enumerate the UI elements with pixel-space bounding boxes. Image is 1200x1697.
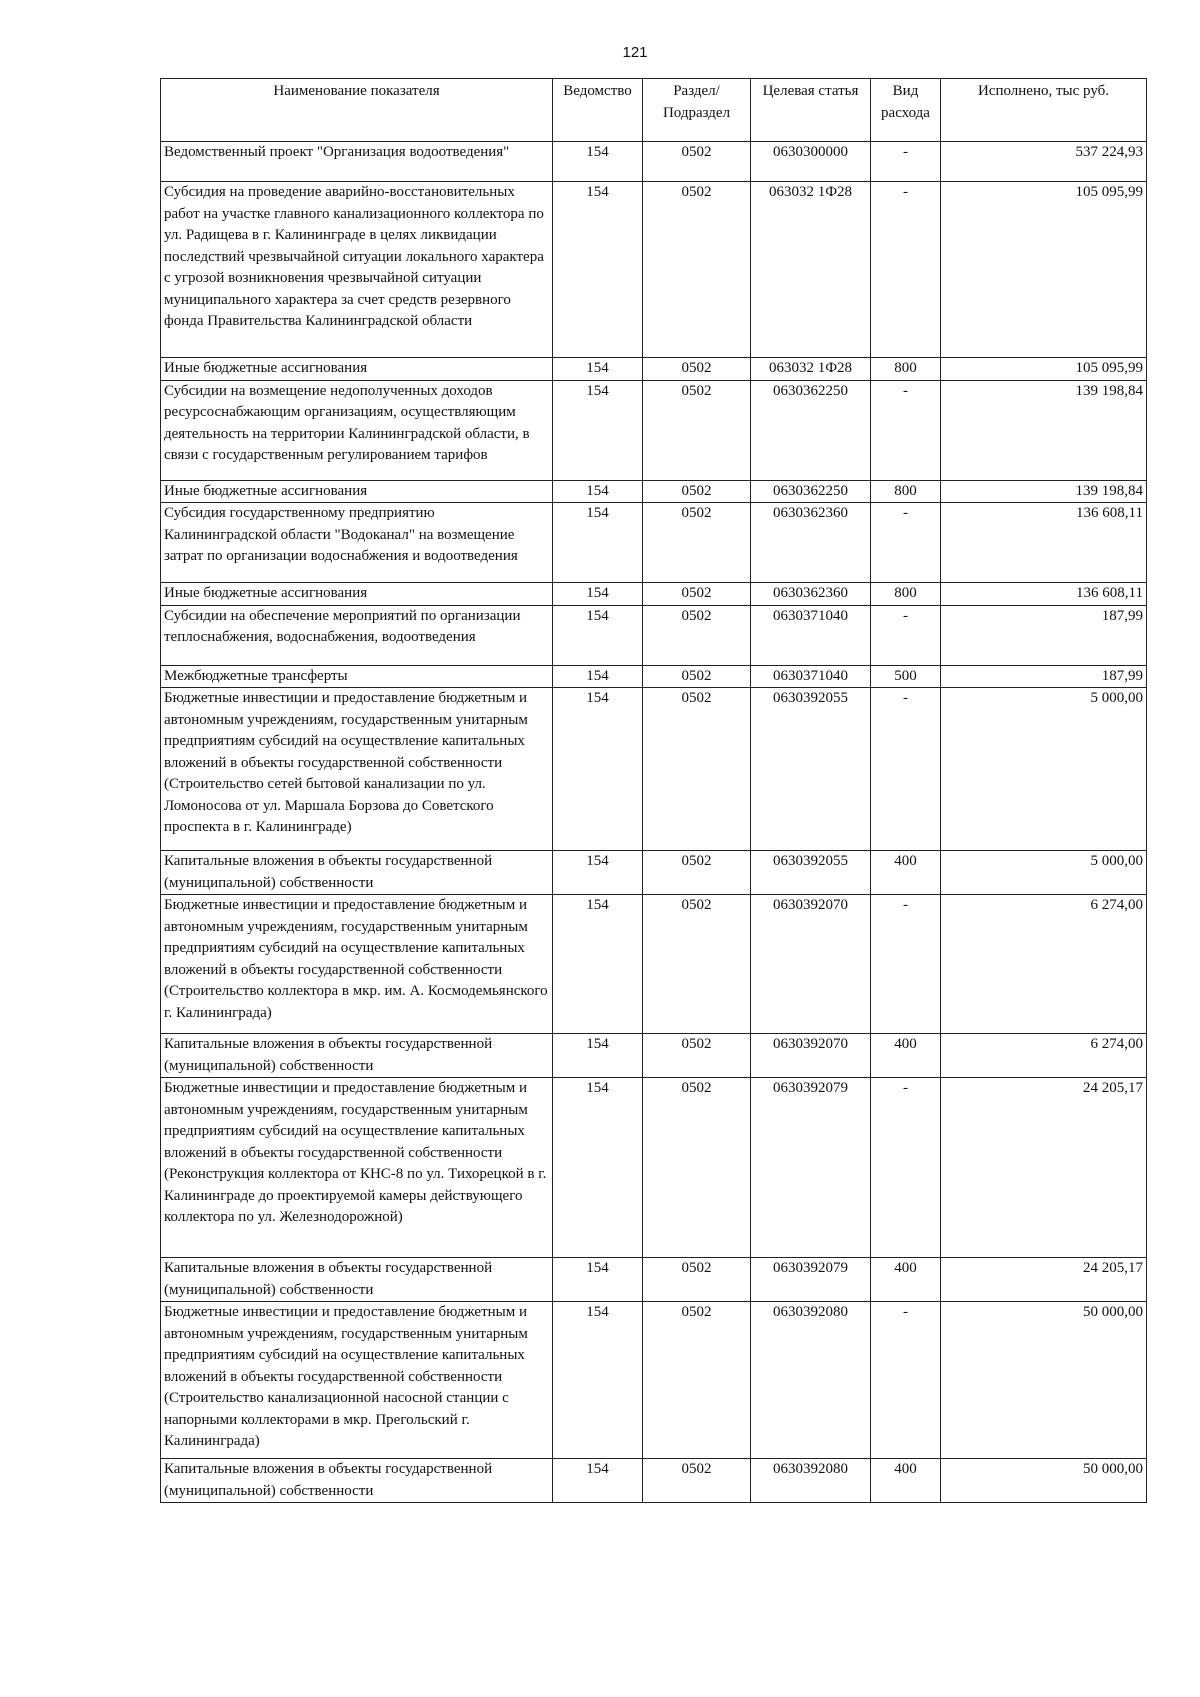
cell-expense-type: 800 (871, 480, 941, 503)
cell-indicator-name: Межбюджетные трансферты (161, 665, 553, 688)
page-number: 121 (622, 44, 648, 61)
header-department: Ведомство (553, 79, 643, 142)
table-row (161, 182, 1147, 358)
cell-executed-amount: 537 224,93 (941, 142, 1147, 182)
cell-expense-type: 400 (871, 851, 941, 895)
cell-department: 154 (553, 851, 643, 895)
cell-expense-type: - (871, 1078, 941, 1258)
cell-department: 154 (553, 1258, 643, 1302)
header-indicator-name: Наименование показателя (161, 79, 553, 142)
table-row (161, 358, 1147, 381)
cell-target-article: 0630371040 (751, 605, 871, 665)
cell-expense-type: 800 (871, 358, 941, 381)
cell-department: 154 (553, 182, 643, 358)
cell-indicator-name: Капитальные вложения в объекты государственной (муниципальной) собственности (161, 1258, 553, 1302)
cell-department: 154 (553, 380, 643, 480)
header-target-article: Целевая статья (751, 79, 871, 142)
cell-expense-type: - (871, 142, 941, 182)
cell-department: 154 (553, 1459, 643, 1503)
cell-executed-amount: 136 608,11 (941, 583, 1147, 606)
cell-target-article: 0630392070 (751, 1034, 871, 1078)
cell-expense-type: - (871, 503, 941, 583)
cell-target-article: 0630392079 (751, 1258, 871, 1302)
header-executed-amount: Исполнено, тыс руб. (941, 79, 1147, 142)
cell-department: 154 (553, 503, 643, 583)
table-row (161, 895, 1147, 1034)
table-row (161, 503, 1147, 583)
cell-indicator-name: Капитальные вложения в объекты государственной (муниципальной) собственности (161, 1459, 553, 1503)
cell-section: 0502 (643, 583, 751, 606)
cell-section: 0502 (643, 480, 751, 503)
cell-target-article: 0630362360 (751, 503, 871, 583)
cell-target-article: 0630362360 (751, 583, 871, 606)
cell-executed-amount: 139 198,84 (941, 480, 1147, 503)
cell-target-article: 0630392079 (751, 1078, 871, 1258)
cell-indicator-name: Бюджетные инвестиции и предоставление бюджетным и автономным учреждениям, государственным унитарным предприятиям субсидий на осуществление капитальных вложений в объекты государственной собственности (Строительство канализационной насосной станции с напорными коллекторами в мкр. Прегольский г. Калининграда) (161, 1302, 553, 1459)
cell-target-article: 0630362250 (751, 380, 871, 480)
cell-executed-amount: 187,99 (941, 605, 1147, 665)
budget-execution-table (160, 78, 1147, 1503)
cell-section: 0502 (643, 380, 751, 480)
cell-section: 0502 (643, 358, 751, 381)
cell-expense-type: - (871, 688, 941, 851)
cell-department: 154 (553, 583, 643, 606)
cell-department: 154 (553, 1078, 643, 1258)
cell-executed-amount: 5 000,00 (941, 688, 1147, 851)
cell-expense-type: 800 (871, 583, 941, 606)
table-row (161, 1078, 1147, 1258)
cell-indicator-name: Субсидии на обеспечение мероприятий по организации теплоснабжения, водоснабжения, водоотведения (161, 605, 553, 665)
cell-indicator-name: Иные бюджетные ассигнования (161, 358, 553, 381)
table-row (161, 583, 1147, 606)
cell-section: 0502 (643, 605, 751, 665)
cell-executed-amount: 50 000,00 (941, 1302, 1147, 1459)
cell-target-article: 063032 1Ф28 (751, 358, 871, 381)
cell-section: 0502 (643, 182, 751, 358)
cell-target-article: 0630392055 (751, 688, 871, 851)
cell-section: 0502 (643, 895, 751, 1034)
table-row (161, 1302, 1147, 1459)
cell-target-article: 063032 1Ф28 (751, 182, 871, 358)
cell-executed-amount: 6 274,00 (941, 1034, 1147, 1078)
cell-expense-type: 400 (871, 1258, 941, 1302)
table-row (161, 1258, 1147, 1302)
cell-department: 154 (553, 1302, 643, 1459)
cell-department: 154 (553, 480, 643, 503)
cell-target-article: 0630371040 (751, 665, 871, 688)
table-header-row (161, 79, 1147, 142)
cell-indicator-name: Бюджетные инвестиции и предоставление бюджетным и автономным учреждениям, государственным унитарным предприятиям субсидий на осуществление капитальных вложений в объекты государственной собственности (Строительство коллектора в мкр. им. А. Космодемьянского г. Калининграда) (161, 895, 553, 1034)
cell-executed-amount: 105 095,99 (941, 182, 1147, 358)
table-row (161, 665, 1147, 688)
cell-section: 0502 (643, 142, 751, 182)
cell-target-article: 0630300000 (751, 142, 871, 182)
cell-department: 154 (553, 688, 643, 851)
table-row (161, 380, 1147, 480)
table-row (161, 1459, 1147, 1503)
cell-indicator-name: Субсидия государственному предприятию Калининградской области "Водоканал" на возмещение затрат по организации водоснабжения и водоотведения (161, 503, 553, 583)
header-section-subsection: Раздел/ Подраздел (643, 79, 751, 142)
cell-department: 154 (553, 358, 643, 381)
cell-executed-amount: 50 000,00 (941, 1459, 1147, 1503)
cell-indicator-name: Капитальные вложения в объекты государственной (муниципальной) собственности (161, 851, 553, 895)
cell-expense-type: 400 (871, 1459, 941, 1503)
cell-indicator-name: Капитальные вложения в объекты государственной (муниципальной) собственности (161, 1034, 553, 1078)
cell-section: 0502 (643, 688, 751, 851)
cell-indicator-name: Субсидия на проведение аварийно-восстановительных работ на участке главного канализационного коллектора по ул. Радищева в г. Калининграде в целях ликвидации последствий чрезвычайной ситуации локального характера с угрозой возникновения чрезвычайной ситуации муниципального характера за счет средств резервного фонда Правительства Калининградской области (161, 182, 553, 358)
cell-target-article: 0630362250 (751, 480, 871, 503)
cell-expense-type: - (871, 895, 941, 1034)
cell-executed-amount: 187,99 (941, 665, 1147, 688)
cell-department: 154 (553, 895, 643, 1034)
cell-expense-type: - (871, 182, 941, 358)
table-row (161, 605, 1147, 665)
cell-expense-type: 400 (871, 1034, 941, 1078)
cell-department: 154 (553, 142, 643, 182)
table-row (161, 480, 1147, 503)
table-row (161, 142, 1147, 182)
header-expense-type: Вид расхода (871, 79, 941, 142)
cell-section: 0502 (643, 1258, 751, 1302)
cell-indicator-name: Бюджетные инвестиции и предоставление бюджетным и автономным учреждениям, государственным унитарным предприятиям субсидий на осуществление капитальных вложений в объекты государственной собственности (Строительство сетей бытовой канализации по ул. Ломоносова от ул. Маршала Борзова до Советского проспекта в г. Калининграде) (161, 688, 553, 851)
cell-department: 154 (553, 1034, 643, 1078)
cell-section: 0502 (643, 1034, 751, 1078)
cell-indicator-name: Иные бюджетные ассигнования (161, 480, 553, 503)
cell-executed-amount: 139 198,84 (941, 380, 1147, 480)
cell-executed-amount: 24 205,17 (941, 1078, 1147, 1258)
cell-section: 0502 (643, 1459, 751, 1503)
cell-section: 0502 (643, 503, 751, 583)
cell-executed-amount: 24 205,17 (941, 1258, 1147, 1302)
cell-executed-amount: 136 608,11 (941, 503, 1147, 583)
cell-indicator-name: Бюджетные инвестиции и предоставление бюджетным и автономным учреждениям, государственным унитарным предприятиям субсидий на осуществление капитальных вложений в объекты государственной собственности (Реконструкция коллектора от КНС-8 по ул. Тихорецкой в г. Калининграде до проектируемой камеры действующего коллектора по ул. Железнодорожной) (161, 1078, 553, 1258)
cell-department: 154 (553, 605, 643, 665)
cell-section: 0502 (643, 1078, 751, 1258)
cell-department: 154 (553, 665, 643, 688)
cell-indicator-name: Субсидии на возмещение недополученных доходов ресурсоснабжающим организациям, осуществляющим деятельность на территории Калининградской области, в связи с государственным регулированием тарифов (161, 380, 553, 480)
cell-indicator-name: Ведомственный проект "Организация водоотведения" (161, 142, 553, 182)
cell-expense-type: 500 (871, 665, 941, 688)
cell-target-article: 0630392070 (751, 895, 871, 1034)
table-row (161, 1034, 1147, 1078)
cell-target-article: 0630392055 (751, 851, 871, 895)
cell-section: 0502 (643, 1302, 751, 1459)
table-row (161, 688, 1147, 851)
cell-target-article: 0630392080 (751, 1459, 871, 1503)
cell-expense-type: - (871, 1302, 941, 1459)
cell-executed-amount: 5 000,00 (941, 851, 1147, 895)
cell-expense-type: - (871, 380, 941, 480)
table-row (161, 851, 1147, 895)
cell-executed-amount: 105 095,99 (941, 358, 1147, 381)
cell-target-article: 0630392080 (751, 1302, 871, 1459)
cell-executed-amount: 6 274,00 (941, 895, 1147, 1034)
cell-section: 0502 (643, 665, 751, 688)
cell-section: 0502 (643, 851, 751, 895)
cell-expense-type: - (871, 605, 941, 665)
cell-indicator-name: Иные бюджетные ассигнования (161, 583, 553, 606)
